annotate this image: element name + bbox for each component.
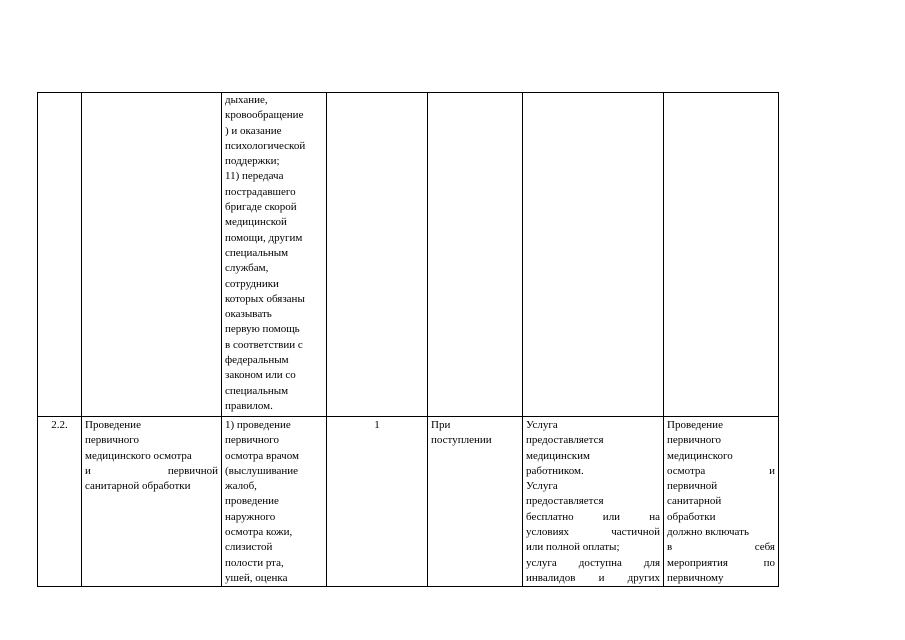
cell-text-line: работником.: [526, 464, 584, 477]
cell-conditions: [523, 93, 664, 417]
cell-criteria: [664, 93, 779, 417]
cell-text-line: медицинским: [526, 449, 590, 462]
cell-service-name: [82, 417, 222, 587]
cell-text-line: медицинского осмотра: [85, 449, 192, 462]
cell-service-description: 1) проведение первичного осмотра врачом (выслушивание жалоб, проведение наружного осмотра кожи, слизистой полости рта, ушей, оценка: [222, 417, 327, 587]
cell-text-line: санитарной: [667, 495, 722, 508]
cell-text-line: первичного: [85, 434, 140, 447]
services-table: [37, 92, 779, 587]
cell-number: 2.2.: [38, 417, 82, 587]
cell-quantity: [327, 93, 428, 417]
cell-service-description: дыхание, кровообращение ) и оказание психологической поддержки; 11) передача пострадавшего бригаде скорой медицинской помощи, другим специальным службам, сотрудники которых обязаны оказывать первую помощь в соответствии с федеральным законом или со специальным правилом.: [222, 93, 327, 417]
cell-text-line: Проведение: [667, 419, 723, 431]
cell-text-line: бесплатно или на: [526, 510, 660, 523]
cell-text-line: услуга доступна для: [526, 556, 660, 569]
cell-timing: [428, 93, 523, 417]
cell-text-line: обработки: [667, 510, 716, 523]
cell-criteria: [664, 417, 779, 587]
cell-text-line: санитарной обработки: [85, 480, 191, 493]
cell-text-line: и первичной: [85, 464, 218, 477]
cell-text-line: условиях частичной: [526, 526, 660, 539]
cell-service-name: [82, 93, 222, 417]
cell-text-line: или полной оплаты;: [526, 541, 620, 554]
cell-text-line: в себя: [667, 541, 775, 554]
cell-text-line: предоставляется: [526, 495, 604, 508]
cell-text-line: Проведение: [85, 419, 141, 431]
cell-text-line: должно включать: [667, 526, 749, 539]
cell-timing: При поступлении: [428, 417, 523, 587]
table-row-2-2: [38, 417, 779, 587]
cell-text-line: первичного: [667, 434, 722, 447]
cell-text-line: инвалидов и других: [526, 571, 660, 584]
cell-text-line: мероприятия по: [667, 556, 775, 569]
cell-number: [38, 93, 82, 417]
cell-text-line: первичному: [667, 571, 724, 584]
cell-text-line: медицинского: [667, 449, 733, 462]
cell-text-line: предоставляется: [526, 434, 604, 447]
cell-quantity: 1: [327, 417, 428, 587]
cell-text-line: Услуга: [526, 480, 558, 493]
cell-conditions: [523, 417, 664, 587]
table-row-continuation: [38, 93, 779, 417]
cell-text-line: Услуга: [526, 419, 558, 431]
cell-text-line: первичной: [667, 480, 718, 493]
cell-text-line: осмотра и: [667, 464, 775, 477]
